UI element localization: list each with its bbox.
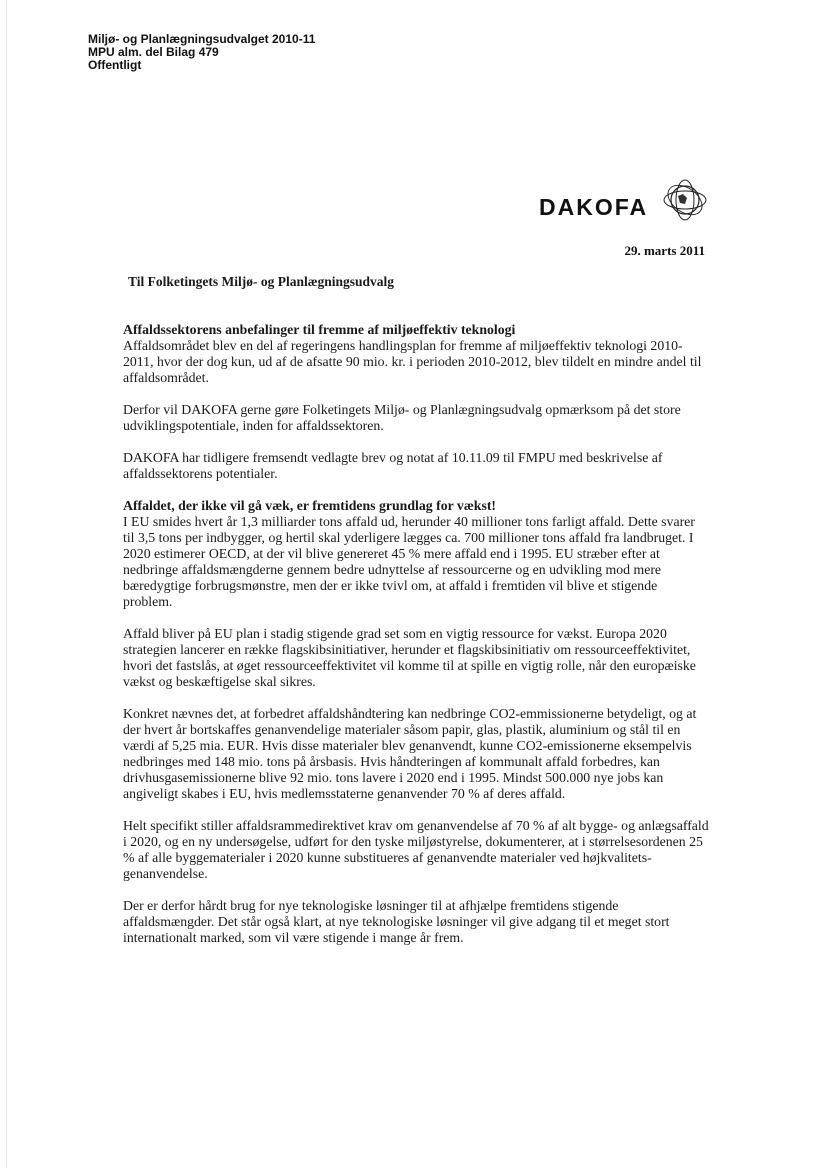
appendix-line: MPU alm. del Bilag 479 xyxy=(88,45,219,59)
section1-paragraph: DAKOFA har tidligere fremsendt vedlagte brev og notat af 10.11.09 til FMPU med beskrivelse af affaldssektorens potentialer. xyxy=(123,450,663,481)
section2-paragraph: I EU smides hvert år 1,3 milliarder tons affald ud, herunder 40 millioner tons farligt affald. Dette svarer til 3,5 tons per indbygger, og hertil skal yderligere lægges ca. 700 millioner tons affald fra landbruget. I 2020 estimerer OECD, at der vil blive genereret 45 % mere affald end i 1995. EU stræber efter at nedbringe affaldsmængderne gennem bedre udnyttelse af ressourcerne og en udvikling mod mere bæredygtige forbrugsmønstre, men der er ikke tvivl om, at affald i fremtiden vil blive et stigende problem. xyxy=(123,514,695,609)
section2-paragraph: Affald bliver på EU plan i stadig stigende grad set som en vigtig ressource for vækst. Europa 2020 strategien lancerer en række flagskibsinitiativer, herunder et flagskibsinitiativ om ressourceeffektivitet, hvori det fastslås, at øget ressourceeffektivitet vil komme til at spille en vigtig rolle, når den europæiske vækst og beskæftigelse skal sikres. xyxy=(123,626,696,689)
visibility-line: Offentligt xyxy=(88,58,142,72)
letter-body xyxy=(123,322,709,962)
section1-title: Affaldssektorens anbefalinger til fremme af miljøeffektiv teknologi xyxy=(123,322,516,337)
logo-text: DAKOFA xyxy=(539,194,649,220)
section2-title: Affaldet, der ikke vil gå væk, er fremtidens grundlag for vækst! xyxy=(123,498,497,513)
recipient-line: Til Folketingets Miljø- og Planlægningsudvalg xyxy=(128,274,395,289)
globe-rings-icon xyxy=(661,176,709,224)
page-edge-line xyxy=(6,0,7,1168)
section2-paragraph: Konkret nævnes det, at forbedret affaldshåndtering kan nedbringe CO2-emmissionerne betydeligt, og at der hvert år bortskaffes genanvendelige materialer såsom papir, glas, plastik, aluminium og stål til en værdi af 5,25 mia. EUR. Hvis disse materialer blev genanvendt, kunne CO2-emissionerne eksempelvis nedbringes med 148 mio. tons på årsbasis. Hvis håndteringen af kommunalt affald forbedres, kan drivhusgasemissionerne blive 92 mio. tons lavere i 2020 end i 1995. Mindst 500.000 nye jobs kan angiveligt skabes i EU, hvis medlemsstaterne genanvender 70 % af deres affald. xyxy=(123,706,697,801)
section2-paragraph: Der er derfor hårdt brug for nye teknologiske løsninger til at afhjælpe fremtidens stigende affaldsmængder. Det står også klart, at nye teknologiske løsninger vil give adgang til et meget stort internationalt marked, som vil være stigende i mange år frem. xyxy=(123,898,670,945)
dakofa-logo xyxy=(539,176,709,234)
committee-line: Miljø- og Planlægningsudvalget 2010-11 xyxy=(88,32,316,46)
section1-paragraph: Affaldsområdet blev en del af regeringens handlingsplan for fremme af miljøeffektiv teknologi 2010-2011, hvor der dog kun, ud af de afsatte 90 mio. kr. i perioden 2010-2012, blev tildelt en mindre andel til affaldsområdet. xyxy=(123,338,702,385)
letter-date: 29. marts 2011 xyxy=(624,243,705,258)
section1-paragraph: Derfor vil DAKOFA gerne gøre Folketingets Miljø- og Planlægningsudvalg opmærksom på det store udviklingspotentiale, inden for affaldssektoren. xyxy=(123,402,681,433)
section2-paragraph: Helt specifikt stiller affaldsrammedirektivet krav om genanvendelse af 70 % af alt bygge- og anlægsaffald i 2020, og en ny undersøgelse, udført for den tyske miljøstyrelse, dokumenterer, at i størrelsesordenen 25 % af alle byggematerialer i 2020 kunne substitueres af genanvendte materialer ved højkvalitets-genanvendelse. xyxy=(123,818,709,881)
document-header xyxy=(88,33,315,72)
